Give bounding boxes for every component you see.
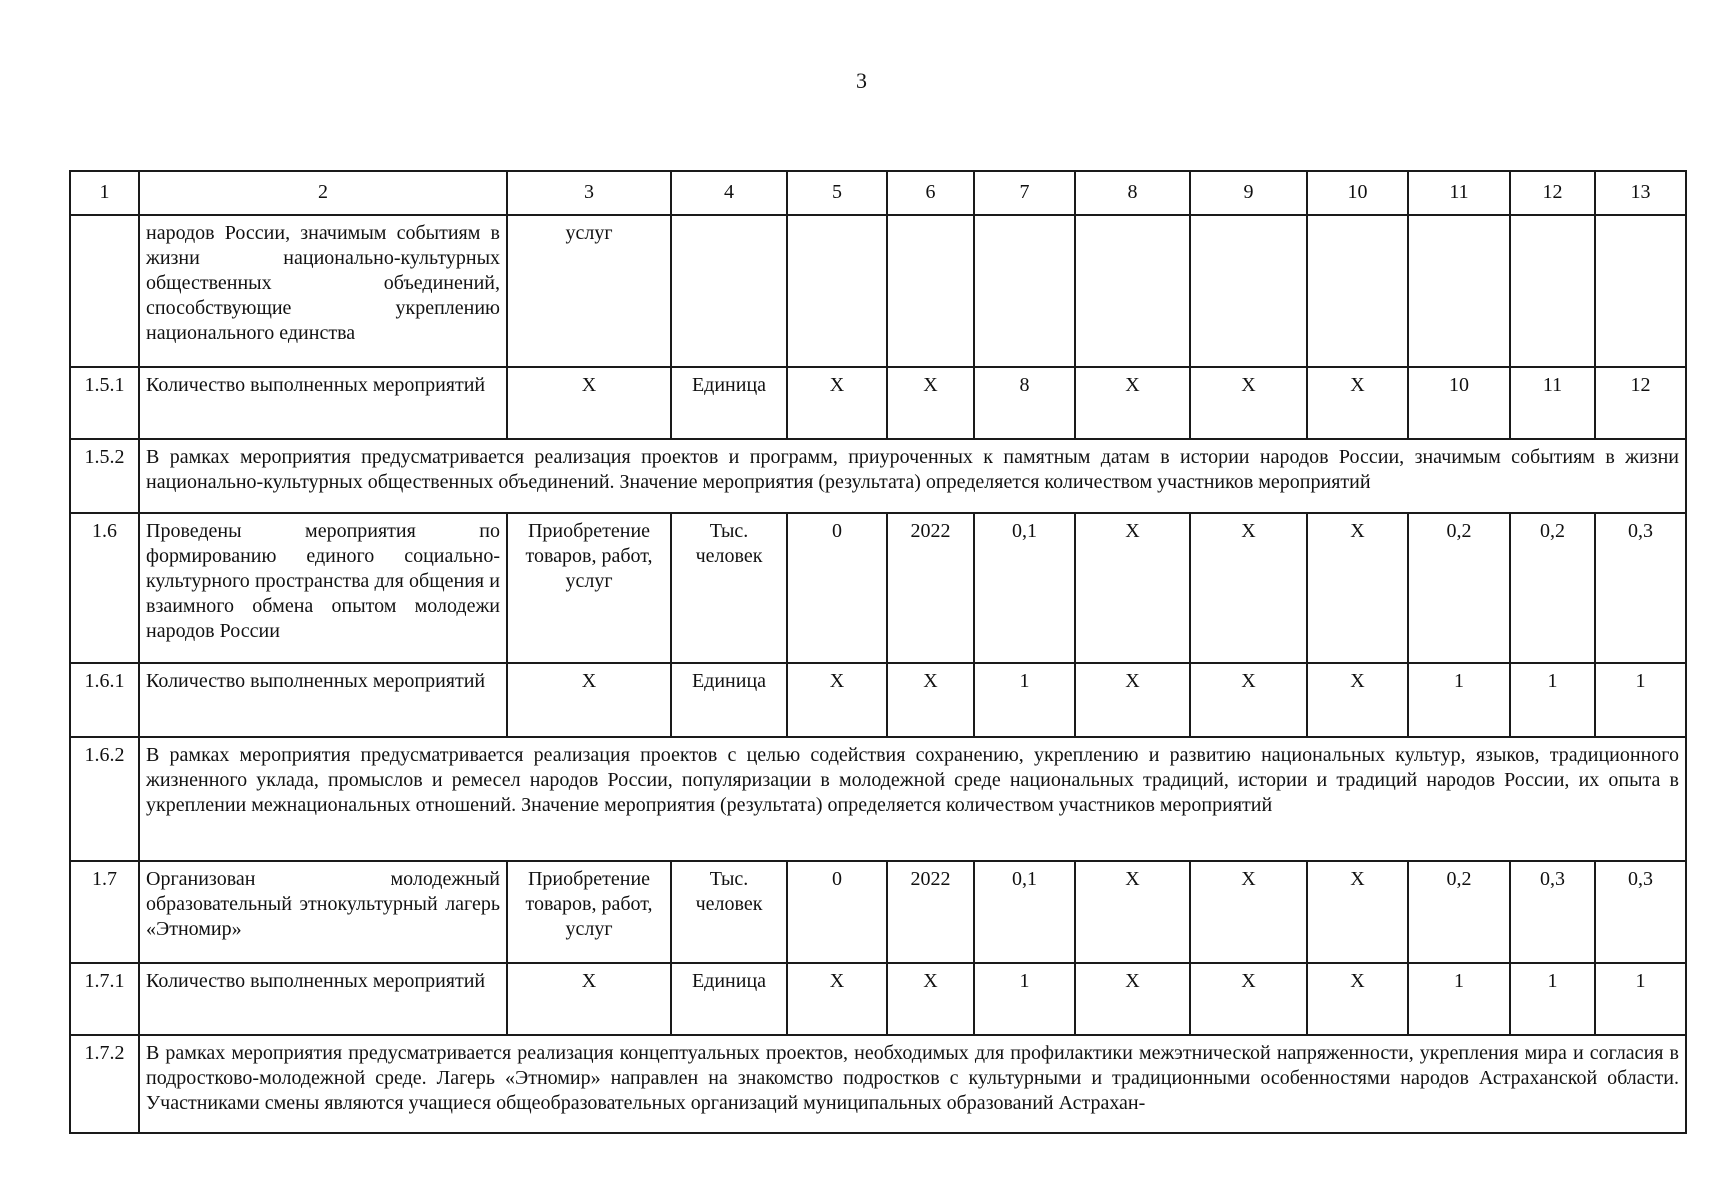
value-cell: 11	[1510, 367, 1595, 439]
description-text: В рамках мероприятия предусматривается реализация проектов и программ, приуроченных к памятным датам в истории народов России, значимым событиям в жизни национально-культурных общественных объединений. Значение мероприятия (результата) определяется количеством участников мероприятий	[139, 439, 1686, 513]
unit-cell: Единица	[671, 367, 787, 439]
column-number-header-row	[70, 171, 1686, 215]
indicator-row	[70, 861, 1686, 963]
value-cell: 0	[787, 861, 887, 963]
value-cell: X	[1075, 861, 1190, 963]
value-cell: 12	[1595, 367, 1686, 439]
value-cell: X	[1190, 861, 1307, 963]
column-number: 5	[787, 171, 887, 215]
value-cell: 0,1	[974, 861, 1075, 963]
purchase-type-cell: Приобретение товаров, работ, услуг	[507, 513, 671, 663]
value-cell: 0,2	[1408, 861, 1510, 963]
value-cell: X	[1075, 513, 1190, 663]
value-cell: 1	[1595, 963, 1686, 1035]
unit-cell: Единица	[671, 963, 787, 1035]
value-cell: X	[887, 963, 974, 1035]
purchase-type-cell: Приобретение товаров, работ, услуг	[507, 861, 671, 963]
column-number: 4	[671, 171, 787, 215]
value-cell: 1	[1595, 663, 1686, 737]
description-cell: Количество выполненных мероприятий	[139, 367, 507, 439]
value-cell: X	[507, 367, 671, 439]
indicator-row	[70, 513, 1686, 663]
row-number-cell: 1.5.1	[70, 367, 139, 439]
value-cell: 1	[1408, 963, 1510, 1035]
value-cell: 10	[1408, 367, 1510, 439]
column-number: 12	[1510, 171, 1595, 215]
unit-cell: Тыс. человек	[671, 513, 787, 663]
column-number: 3	[507, 171, 671, 215]
value-cell: X	[1307, 663, 1408, 737]
row-number-cell: 1.5.2	[70, 439, 139, 513]
value-cell: X	[1075, 367, 1190, 439]
description-row	[70, 439, 1686, 513]
column-number: 1	[70, 171, 139, 215]
unit-cell: Единица	[671, 663, 787, 737]
value-cell: X	[1075, 663, 1190, 737]
description-row	[70, 1035, 1686, 1133]
value-cell: X	[1307, 963, 1408, 1035]
value-cell: X	[887, 367, 974, 439]
value-cell: X	[1307, 367, 1408, 439]
description-cell: Количество выполненных мероприятий	[139, 963, 507, 1035]
description-cell: Количество выполненных мероприятий	[139, 663, 507, 737]
description-row	[70, 737, 1686, 861]
value-cell: 1	[974, 963, 1075, 1035]
description-cell: народов России, значимым событиям в жизни национально-культурных общественных объединений, способствующие укреплению национального единства	[139, 215, 507, 367]
value-cell: X	[787, 367, 887, 439]
value-cell: X	[887, 663, 974, 737]
value-cell: X	[787, 663, 887, 737]
value-cell: X	[1307, 861, 1408, 963]
row-number-cell: 1.7.2	[70, 1035, 139, 1133]
continuation-row	[70, 215, 1686, 367]
column-number: 6	[887, 171, 974, 215]
column-number: 10	[1307, 171, 1408, 215]
value-cell: X	[1307, 513, 1408, 663]
column-number: 8	[1075, 171, 1190, 215]
value-cell: X	[1190, 367, 1307, 439]
value-cell: 1	[974, 663, 1075, 737]
column-number: 9	[1190, 171, 1307, 215]
row-number-cell	[70, 215, 139, 367]
value-cell: X	[507, 963, 671, 1035]
column-number: 11	[1408, 171, 1510, 215]
column-number: 13	[1595, 171, 1686, 215]
column-number: 2	[139, 171, 507, 215]
value-cell: 1	[1510, 663, 1595, 737]
unit-cell: Тыс. человек	[671, 861, 787, 963]
description-text: В рамках мероприятия предусматривается реализация проектов с целью содействия сохранению, укреплению и развитию национальных культур, языков, традиционного жизненного уклада, промыслов и ремесел народов России, популяризации в молодежной среде национальных традиций, истории и традиций народов России, их опыта в укреплении межнациональных отношений. Значение мероприятия (результата) определяется количеством участников мероприятий	[139, 737, 1686, 861]
value-cell: X	[1075, 963, 1190, 1035]
value-cell: 8	[974, 367, 1075, 439]
value-cell: 1	[1408, 663, 1510, 737]
purchase-type-cell: услуг	[507, 215, 671, 367]
value-cell: 0,2	[1510, 513, 1595, 663]
value-cell: X	[1190, 663, 1307, 737]
indicator-row	[70, 663, 1686, 737]
value-cell: 0,3	[1595, 861, 1686, 963]
description-text: В рамках мероприятия предусматривается реализация концептуальных проектов, необходимых для профилактики межэтнической напряженности, укрепления мира и согласия в подростково-молодежной среде. Лагерь «Этномир» направлен на знакомство подростков с культурными и традиционными особенностями народов Астраханской области. Участниками смены являются учащиеся общеобразовательных организаций муниципальных образований Астрахан-	[139, 1035, 1686, 1133]
row-number-cell: 1.6.1	[70, 663, 139, 737]
page-number: 3	[856, 68, 867, 93]
description-cell: Проведены мероприятия по формированию единого социально-культурного пространства для общения и взаимного обмена опытом молодежи народов России	[139, 513, 507, 663]
value-cell: 2022	[887, 513, 974, 663]
value-cell: 2022	[887, 861, 974, 963]
indicator-row	[70, 963, 1686, 1035]
value-cell: 0,3	[1595, 513, 1686, 663]
value-cell: 0	[787, 513, 887, 663]
value-cell: 0,2	[1408, 513, 1510, 663]
indicator-row	[70, 367, 1686, 439]
value-cell: 0,1	[974, 513, 1075, 663]
value-cell: 1	[1510, 963, 1595, 1035]
description-cell: Организован молодежный образовательный этнокультурный лагерь «Этномир»	[139, 861, 507, 963]
row-number-cell: 1.6	[70, 513, 139, 663]
value-cell: X	[787, 963, 887, 1035]
value-cell: X	[507, 663, 671, 737]
indicators-table	[69, 170, 1687, 1134]
row-number-cell: 1.7	[70, 861, 139, 963]
row-number-cell: 1.7.1	[70, 963, 139, 1035]
value-cell: X	[1190, 963, 1307, 1035]
value-cell: X	[1190, 513, 1307, 663]
column-number: 7	[974, 171, 1075, 215]
row-number-cell: 1.6.2	[70, 737, 139, 861]
value-cell: 0,3	[1510, 861, 1595, 963]
